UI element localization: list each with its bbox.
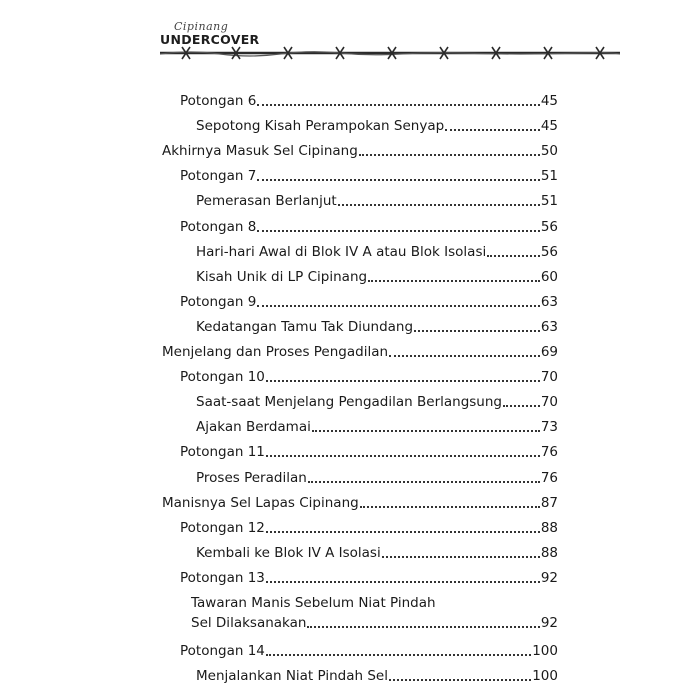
toc-page-number: 76 (540, 469, 558, 486)
toc-entry-title: Potongan 11 (180, 444, 265, 461)
toc-entry (180, 444, 558, 461)
toc-dot-leader (368, 278, 540, 282)
toc-page-number: 88 (540, 544, 558, 561)
toc-entry-title: Potongan 9 (180, 293, 257, 310)
toc-entry (196, 193, 558, 210)
toc-page-number: 51 (540, 168, 558, 185)
toc-entry-title: Potongan 6 (180, 93, 257, 109)
toc-entry-title: Potongan 7 (180, 168, 257, 185)
toc-entry-title: Potongan 14 (180, 643, 265, 659)
toc-page-number: 92 (540, 615, 558, 631)
toc-entry (196, 470, 558, 487)
toc-page-number: 56 (540, 218, 558, 235)
toc-entry-title: Menjelang dan Proses Pengadilan (162, 344, 389, 360)
toc-page-number: 69 (540, 344, 558, 360)
toc-entry (196, 269, 558, 286)
toc-entry (162, 495, 558, 512)
toc-dot-leader (487, 253, 540, 257)
toc-dot-leader (266, 378, 540, 382)
toc-dot-leader (266, 529, 540, 533)
toc-dot-leader (307, 624, 539, 628)
toc-page-number: 92 (540, 569, 558, 586)
toc-page-number: 63 (540, 318, 558, 335)
toc-entry-title: Potongan 10 (180, 369, 265, 386)
toc-dot-leader (312, 428, 540, 432)
toc-dot-leader (445, 127, 540, 131)
toc-page-number: 76 (540, 444, 558, 461)
toc-entry (196, 394, 558, 411)
toc-entry-title: Menjalankan Niat Pindah Sel (196, 668, 388, 685)
toc-entry (196, 668, 558, 685)
toc-entry (162, 344, 558, 361)
toc-entry (180, 93, 558, 110)
toc-dot-leader (308, 479, 540, 483)
toc-page-number: 70 (540, 394, 558, 411)
toc-dot-leader (257, 228, 540, 232)
toc-entry-title: Kembali ke Blok IV A Isolasi (196, 544, 381, 561)
toc-page-number: 60 (540, 268, 558, 285)
toc-entry (196, 545, 558, 562)
toc-dot-leader (389, 353, 540, 357)
logo-script-text: Cipinang (174, 20, 229, 33)
toc-page-number: 56 (540, 243, 558, 260)
toc-entry-title: Manisnya Sel Lapas Cipinang (162, 494, 359, 511)
toc-page-number: 45 (540, 93, 558, 109)
toc-page-number: 100 (532, 668, 558, 685)
toc-entry (180, 168, 558, 185)
toc-page-number: 70 (540, 369, 558, 386)
toc-entry (196, 118, 558, 135)
toc-dot-leader (359, 152, 540, 156)
toc-entry (196, 319, 558, 336)
toc-entry-title: Ajakan Berdamai (196, 419, 311, 436)
logo-main-text: UNDERCOVER (160, 32, 260, 47)
toc-entry-title: Potongan 8 (180, 218, 257, 235)
toc-page-number: 87 (540, 494, 558, 511)
toc-entry-title: Hari-hari Awal di Blok IV A atau Blok Isolasi (196, 243, 487, 260)
toc-entry (196, 419, 558, 436)
toc-dot-leader (360, 504, 540, 508)
toc-entry (191, 615, 558, 632)
toc-entry-title-line2: Sel Dilaksanakan (191, 615, 307, 631)
toc-page-number: 73 (540, 419, 558, 436)
toc-dot-leader (338, 202, 540, 206)
toc-dot-leader (414, 328, 540, 332)
toc-entry (180, 520, 558, 537)
toc-page-number: 88 (540, 519, 558, 536)
toc-dot-leader (257, 303, 540, 307)
toc-dot-leader (503, 403, 540, 407)
toc-page-number: 45 (540, 118, 558, 135)
toc-entry (180, 369, 558, 386)
toc-entry-title: Potongan 12 (180, 519, 265, 536)
toc-entry-title: Saat-saat Menjelang Pengadilan Berlangsung (196, 394, 502, 411)
toc-dot-leader (266, 579, 540, 583)
toc-entry (180, 643, 558, 660)
toc-entry-title: Potongan 13 (180, 569, 265, 586)
toc-entry-title: Kisah Unik di LP Cipinang (196, 268, 368, 285)
toc-dot-leader (389, 677, 531, 681)
toc-dot-leader (266, 652, 531, 656)
toc-dot-leader (257, 102, 540, 106)
toc-entry (180, 570, 558, 587)
toc-entry-title: Proses Peradilan (196, 469, 307, 486)
toc-page-number: 100 (532, 643, 558, 659)
toc-dot-leader (266, 453, 540, 457)
toc-page-number: 63 (540, 293, 558, 310)
toc-entry (162, 143, 558, 160)
toc-entry (180, 294, 558, 311)
toc-entry (196, 244, 558, 261)
toc-entry (180, 219, 558, 236)
toc-entry-title: Tawaran Manis Sebelum Niat Pindah (191, 595, 436, 611)
toc-dot-leader (257, 177, 540, 181)
toc-entry-title: Kedatangan Tamu Tak Diundang (196, 318, 414, 335)
toc-entry-title: Sepotong Kisah Perampokan Senyap (196, 118, 445, 135)
toc-dot-leader (382, 554, 540, 558)
toc-entry-title: Akhirnya Masuk Sel Cipinang (162, 143, 358, 160)
toc-page-number: 51 (540, 193, 558, 210)
toc-entry-title: Pemerasan Berlanjut (196, 193, 337, 210)
toc-page-number: 50 (540, 143, 558, 160)
